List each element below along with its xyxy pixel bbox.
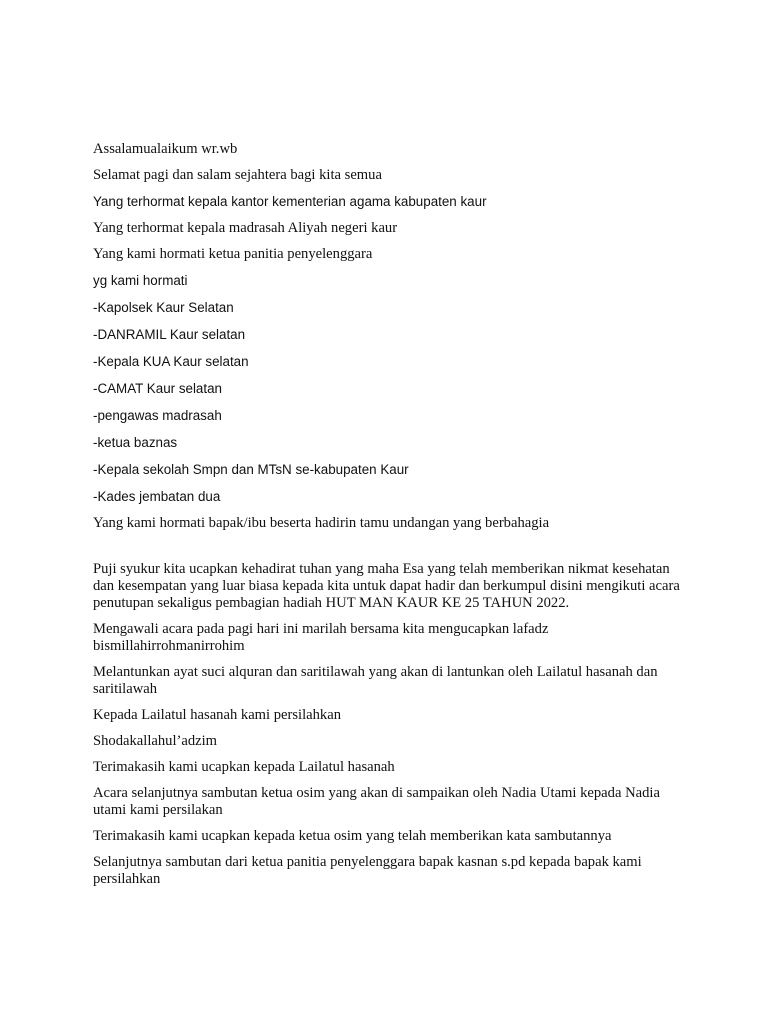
- guest-list-item: -DANRAMIL Kaur selatan: [93, 327, 246, 342]
- body-paragraph: Melantunkan ayat suci alquran dan saritilawah yang akan di lantunkan oleh Lailatul hasanah dan saritilawah: [93, 664, 658, 697]
- salutation-line: Yang terhormat kepala madrasah Aliyah negeri kaur: [93, 220, 398, 236]
- guest-list-item: -Kepala sekolah Smpn dan MTsN se-kabupaten Kaur: [93, 462, 409, 477]
- body-paragraph: Kepada Lailatul hasanah kami persilahkan: [93, 707, 341, 723]
- document-body: [93, 141, 683, 897]
- salutation-line: Yang kami hormati bapak/ibu beserta hadirin tamu undangan yang berbahagia: [93, 515, 550, 531]
- body-paragraph: Terimakasih kami ucapkan kepada Lailatul hasanah: [93, 759, 395, 775]
- salutation-line: yg kami hormati: [93, 273, 188, 288]
- guest-list-item: -Kapolsek Kaur Selatan: [93, 300, 234, 315]
- guest-list-item: -Kepala KUA Kaur selatan: [93, 354, 249, 369]
- body-paragraph: Selanjutnya sambutan dari ketua panitia penyelenggara bapak kasnan s.pd kepada bapak kami persilahkan: [93, 854, 642, 887]
- salutation-line: Yang terhormat kepala kantor kementerian agama kabupaten kaur: [93, 194, 487, 209]
- salutation-line: Yang kami hormati ketua panitia penyelenggara: [93, 246, 373, 262]
- guest-list-item: -pengawas madrasah: [93, 408, 222, 423]
- body-paragraph: Shodakallahul’adzim: [93, 733, 218, 749]
- body-paragraph: Terimakasih kami ucapkan kepada ketua osim yang telah memberikan kata sambutannya: [93, 828, 612, 844]
- guest-list-item: -CAMAT Kaur selatan: [93, 381, 222, 396]
- greeting-line: Selamat pagi dan salam sejahtera bagi kita semua: [93, 167, 382, 183]
- guest-list-item: -Kades jembatan dua: [93, 489, 221, 504]
- greeting-line: Assalamualaikum wr.wb: [93, 141, 238, 157]
- body-paragraph: Puji syukur kita ucapkan kehadirat tuhan yang maha Esa yang telah memberikan nikmat kesehatan dan kesempatan yang luar biasa kepada kita untuk dapat hadir dan berkumpul disini mengikuti acara penutupan sekaligus pembagian hadiah HUT MAN KAUR KE 25 TAHUN 2022.: [93, 561, 680, 611]
- guest-list-item: -ketua baznas: [93, 435, 178, 450]
- body-paragraph: Acara selanjutnya sambutan ketua osim yang akan di sampaikan oleh Nadia Utami kepada Nadia utami kami persilakan: [93, 785, 660, 818]
- body-paragraph: Mengawali acara pada pagi hari ini marilah bersama kita mengucapkan lafadz bismillahirrohmanirrohim: [93, 621, 549, 654]
